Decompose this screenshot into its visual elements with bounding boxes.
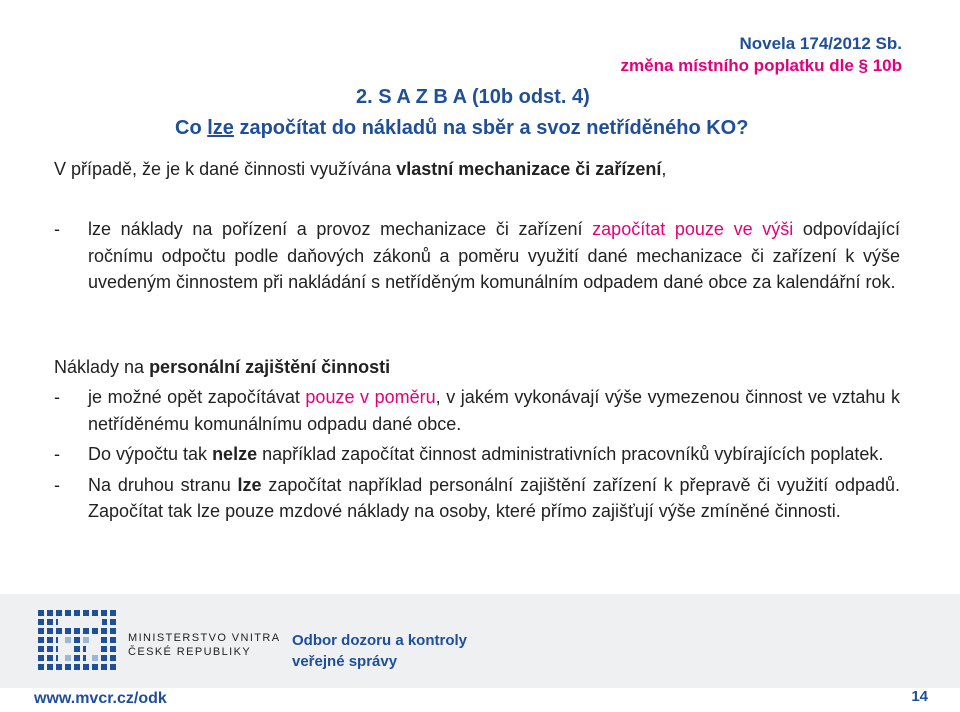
question-post: započítat do nákladů na sběr a svoz netříděného KO? [233, 117, 749, 139]
item-post: například započítat činnost administrativních pracovníků vybírajících poplatek. [257, 444, 884, 464]
law-reference: Novela 174/2012 Sb. [739, 34, 902, 53]
page-number: 14 [911, 688, 928, 705]
mechanizace-list [54, 216, 900, 296]
website-link[interactable]: www.mvcr.cz/odk [34, 690, 167, 707]
intro-paragraph [54, 159, 666, 180]
intro-post: , [661, 159, 667, 179]
ministry-logo-icon [38, 610, 118, 674]
list-item [54, 216, 900, 296]
personal-heading-bold: personální zajištění činnosti [149, 357, 391, 377]
item-pre: Na druhou stranu [88, 474, 238, 495]
list-item [54, 472, 900, 525]
list-dash: - [54, 219, 60, 239]
question-pre: Co [175, 117, 208, 139]
intro-pre: V případě, že je k dané činnosti využívána [54, 159, 397, 179]
personal-heading [54, 354, 900, 381]
item-highlight: započítat pouze ve výši [592, 219, 794, 239]
list-dash: - [54, 474, 60, 495]
item-pre: je možné opět započítávat [88, 387, 306, 407]
personal-list [54, 384, 900, 529]
ministry-line2: ČESKÉ REPUBLIKY [128, 646, 252, 658]
law-subtitle: změna místního poplatku dle § 10b [620, 56, 902, 75]
item-highlight: pouze v poměru [305, 387, 436, 407]
list-dash: - [54, 444, 60, 464]
question-underlined: lze [207, 117, 234, 139]
department-name [292, 630, 467, 672]
intro-bold: vlastní mechanizace či zařízení [396, 159, 662, 179]
item-bold: lze [237, 474, 262, 495]
item-pre: Do výpočtu tak [88, 444, 213, 464]
dept-line2: veřejné správy [292, 653, 398, 670]
item-post: , v jakém vykonávají výše vymezenou činnost ve vztahu k netříděnému komunálnímu odpadu dané obce. [88, 387, 901, 434]
list-dash: - [54, 387, 60, 407]
item-pre: lze náklady na pořízení a provoz mechanizace či zařízení [88, 219, 593, 239]
item-post: odpovídající ročnímu odpočtu podle daňových zákonů a poměru využití dané mechanizace či zařízení k výše uvedeným činnostem při nakládání s netříděným komunálním odpadem dané obce za kalendářní rok. [88, 219, 900, 292]
ministry-name [128, 631, 281, 659]
bottom-bar [0, 688, 960, 712]
item-post: započítat například personální zajištění zařízení k přepravě či využití odpadů. Započítat tak lze pouze mzdové náklady na osoby, které přímo zajišťují výše zmíněné činnosti. [88, 474, 901, 521]
item-bold: nelze [212, 444, 258, 464]
dept-line1: Odbor dozoru a kontroly [292, 632, 467, 649]
list-item [54, 384, 900, 437]
personal-heading-pre: Náklady na [54, 357, 150, 377]
section-title: 2. S A Z B A (10b odst. 4) [356, 86, 590, 108]
section-question [175, 117, 748, 140]
list-item [54, 441, 900, 468]
ministry-line1: MINISTERSTVO VNITRA [128, 632, 281, 644]
